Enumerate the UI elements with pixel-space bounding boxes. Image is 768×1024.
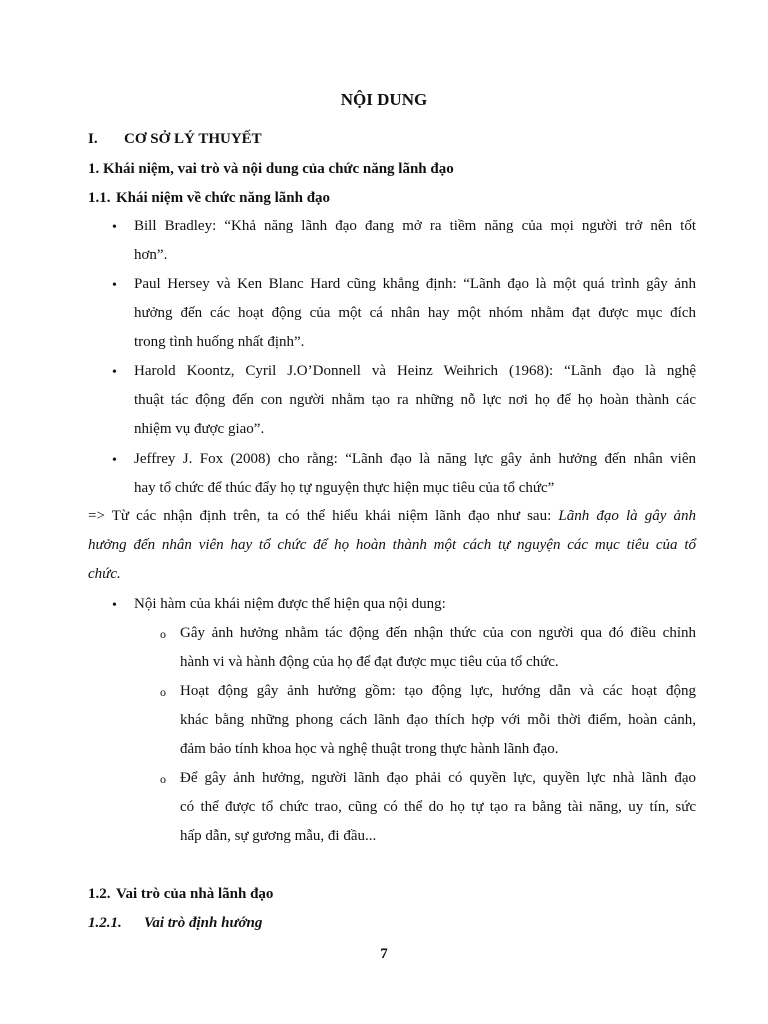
sub-bullet-line: có thể được tổ chức trao, cũng có thể do họ tự tạo ra bằng tài năng, uy tín, sức [180, 799, 696, 815]
bullet-marker: • [112, 598, 117, 613]
sub-bullet-marker: o [160, 685, 166, 699]
sub-bullet-marker: o [160, 772, 166, 786]
heading-1-1-number: 1.1. [88, 190, 111, 206]
bullet-line: trong tình huống nhất định”. [134, 334, 305, 350]
bullet-line: hơn”. [134, 247, 168, 263]
bullet-line: Paul Hersey và Ken Blanc Hard cũng khẳng định: “Lãnh đạo là một quá trình gây ảnh [134, 276, 696, 292]
bullet-line: thuật tác động đến con người nhằm tạo ra những nỗ lực nơi họ để họ hoàn thành các [134, 392, 696, 408]
sub-bullet-line: hành vi và hành động của họ để đạt được mục tiêu của tổ chức. [180, 654, 559, 670]
heading-1-2-1-number: 1.2.1. [88, 915, 122, 931]
heading-1-2-1-title: Vai trò định hướng [144, 915, 263, 931]
heading-1: 1. Khái niệm, vai trò và nội dung của chức năng lãnh đạo [88, 161, 454, 177]
bullet-line: nhiệm vụ được giao”. [134, 421, 265, 437]
bullet-line: hưởng đến các hoạt động của một cá nhân hay một nhóm nhằm đạt được mục đích [134, 305, 696, 321]
sub-bullet-line: Hoạt động gây ảnh hưởng gồm: tạo động lực, hướng dẫn và các hoạt động [180, 683, 696, 699]
heading-1-2-number: 1.2. [88, 886, 111, 902]
sub-bullet-line: hấp dẫn, sự gương mẫu, đi đầu... [180, 828, 377, 844]
bullet-line: Harold Koontz, Cyril J.O’Donnell và Heinz Weihrich (1968): “Lãnh đạo là nghệ [134, 363, 696, 379]
bullet-line: Nội hàm của khái niệm được thể hiện qua nội dung: [134, 596, 446, 612]
conclusion-lead: => Từ các nhận định trên, ta có thể hiểu khái niệm lãnh đạo như sau: [88, 508, 559, 524]
section-heading: CƠ SỞ LÝ THUYẾT [124, 131, 262, 147]
bullet-marker: • [112, 220, 117, 235]
conclusion-line-2: hưởng đến nhân viên hay tổ chức để họ hoàn thành một cách tự nguyện các mục tiêu của tổ [88, 537, 696, 553]
conclusion-line-1 [88, 508, 696, 525]
section-number: I. [88, 131, 98, 147]
page-title: NỘI DUNG [340, 90, 428, 109]
sub-bullet-line: khác bằng những phong cách lãnh đạo thích hợp với mỗi thời điểm, hoàn cảnh, [180, 712, 696, 728]
sub-bullet-line: Gây ảnh hưởng nhằm tác động đến nhận thức của con người qua đó điều chỉnh [180, 625, 696, 641]
sub-bullet-line: đảm bảo tính khoa học và nghệ thuật trong thực hành lãnh đạo. [180, 741, 559, 757]
bullet-line: hay tổ chức để thúc đẩy họ tự nguyện thực hiện mục tiêu của tổ chức” [134, 480, 555, 496]
conclusion-line-3: chức. [88, 566, 121, 582]
heading-1-1-title: Khái niệm về chức năng lãnh đạo [116, 190, 331, 206]
conclusion-definition: Lãnh đạo là gây ảnh [558, 508, 696, 524]
sub-bullet-line: Để gây ảnh hưởng, người lãnh đạo phải có quyền lực, quyền lực nhà lãnh đạo [180, 770, 696, 786]
bullet-line: Jeffrey J. Fox (2008) cho rằng: “Lãnh đạo là năng lực gây ảnh hưởng đến nhân viên [134, 451, 696, 467]
bullet-line: Bill Bradley: “Khả năng lãnh đạo đang mở ra tiềm năng của mọi người trở nên tốt [134, 218, 696, 234]
sub-bullet-marker: o [160, 627, 166, 641]
bullet-marker: • [112, 365, 117, 380]
page-number: 7 [380, 946, 388, 962]
bullet-marker: • [112, 278, 117, 293]
bullet-marker: • [112, 453, 117, 468]
heading-1-2-title: Vai trò của nhà lãnh đạo [116, 886, 274, 902]
